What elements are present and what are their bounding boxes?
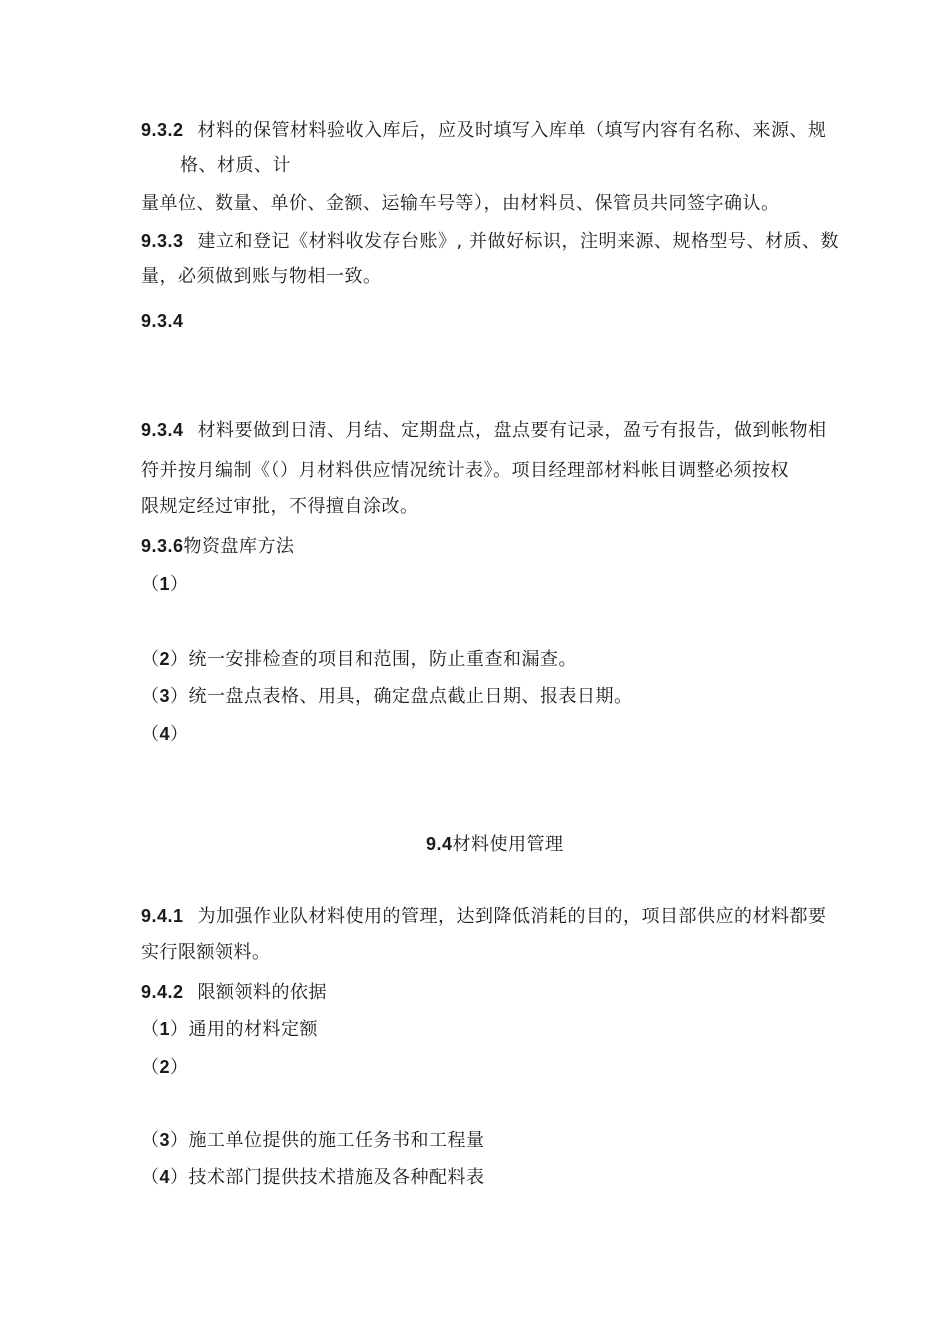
paragraph-text: 建立和登记《材料收发存台账》, 并做好标识，注明来源、规格型号、材质、数 xyxy=(197,231,839,252)
paragraph-text: 符并按月编制《（）月材料供应情况统计表》。项目经理部材料帐目调整必须按权 xyxy=(141,460,789,481)
section-number: 9.4.1 xyxy=(141,906,184,926)
section-number: 9.3.4 xyxy=(141,420,184,440)
list-item-text: 统一安排检查的项目和范围，防止重查和漏查。 xyxy=(188,649,578,670)
list-number: 2 xyxy=(159,1057,171,1077)
section-number: 9.3.2 xyxy=(141,120,184,140)
list-number: 3 xyxy=(159,1130,171,1150)
list-number: 1 xyxy=(159,574,171,594)
list-item: （3）统一盘点表格、用具，确定盘点截止日期、报表日期。 xyxy=(141,686,633,707)
heading-9-3-4-empty xyxy=(141,309,184,334)
list-number: 4 xyxy=(159,1167,171,1187)
list-number: 2 xyxy=(159,649,171,669)
section-number: 9.3.6 xyxy=(141,536,184,556)
paragraph-text: 实行限额领料。 xyxy=(141,942,271,963)
paragraph-text: 量单位、数量、单价、金额、运输车号等），由材料员、保管员共同签字确认。 xyxy=(141,193,780,214)
section-number: 9.4.2 xyxy=(141,982,184,1002)
paragraph-9-3-2-line-3 xyxy=(141,192,780,216)
paragraph-text: 材料的保管材料验收入库后，应及时填写入库单（填写内容有名称、来源、规 xyxy=(197,120,827,141)
section-number: 9.4 xyxy=(426,834,453,854)
section-title: 限额领料的依据 xyxy=(197,982,328,1003)
paragraph-9-3-2-line-2 xyxy=(180,154,291,178)
list-item-text: 通用的材料定额 xyxy=(188,1019,319,1040)
list-item-text: 技术部门提供技术措施及各种配料表 xyxy=(188,1167,485,1188)
list-item-text: 施工单位提供的施工任务书和工程量 xyxy=(188,1130,485,1151)
list-item: （3）施工单位提供的施工任务书和工程量 xyxy=(141,1130,485,1151)
list-number: 3 xyxy=(159,686,171,706)
list-item: （1） xyxy=(141,574,189,595)
list-item: （4）技术部门提供技术措施及各种配料表 xyxy=(141,1167,485,1188)
paragraph-text: 限规定经过审批，不得擅自涂改。 xyxy=(141,496,419,517)
heading-9-3-6 xyxy=(141,534,295,559)
list-item: （2） xyxy=(141,1057,189,1078)
paragraph-text: 格、材质、计 xyxy=(180,155,291,176)
list-item: （1）通用的材料定额 xyxy=(141,1019,319,1040)
paragraph-9-3-4-line-3 xyxy=(141,495,419,519)
section-title: 物资盘库方法 xyxy=(183,536,295,557)
paragraph-9-3-2-line-1 xyxy=(141,118,827,143)
paragraph-9-3-3-line-1 xyxy=(141,229,839,254)
paragraph-text: 为加强作业队材料使用的管理，达到降低消耗的目的，项目部供应的材料都要 xyxy=(197,906,827,927)
heading-9-4-2 xyxy=(141,980,327,1005)
paragraph-text: 材料要做到日清、月结、定期盘点，盘点要有记录，盈亏有报告，做到帐物相 xyxy=(197,420,827,441)
section-number: 9.3.4 xyxy=(141,311,184,331)
list-number: 1 xyxy=(159,1019,171,1039)
section-title: 材料使用管理 xyxy=(452,834,564,855)
paragraph-9-3-4-line-1 xyxy=(141,418,827,443)
list-item: （2）统一安排检查的项目和范围，防止重查和漏查。 xyxy=(141,649,578,670)
paragraph-text: 量，必须做到账与物相一致。 xyxy=(141,266,382,287)
section-number: 9.3.3 xyxy=(141,231,184,251)
paragraph-9-3-4-line-2 xyxy=(141,459,789,483)
paragraph-9-3-3-line-2 xyxy=(141,265,382,289)
list-number: 4 xyxy=(159,724,171,744)
paragraph-9-4-1-line-1 xyxy=(141,904,827,929)
paragraph-9-4-1-line-2 xyxy=(141,941,271,965)
section-heading-9-4 xyxy=(426,832,564,857)
list-item-text: 统一盘点表格、用具，确定盘点截止日期、报表日期。 xyxy=(188,686,633,707)
list-item: （4） xyxy=(141,724,189,745)
